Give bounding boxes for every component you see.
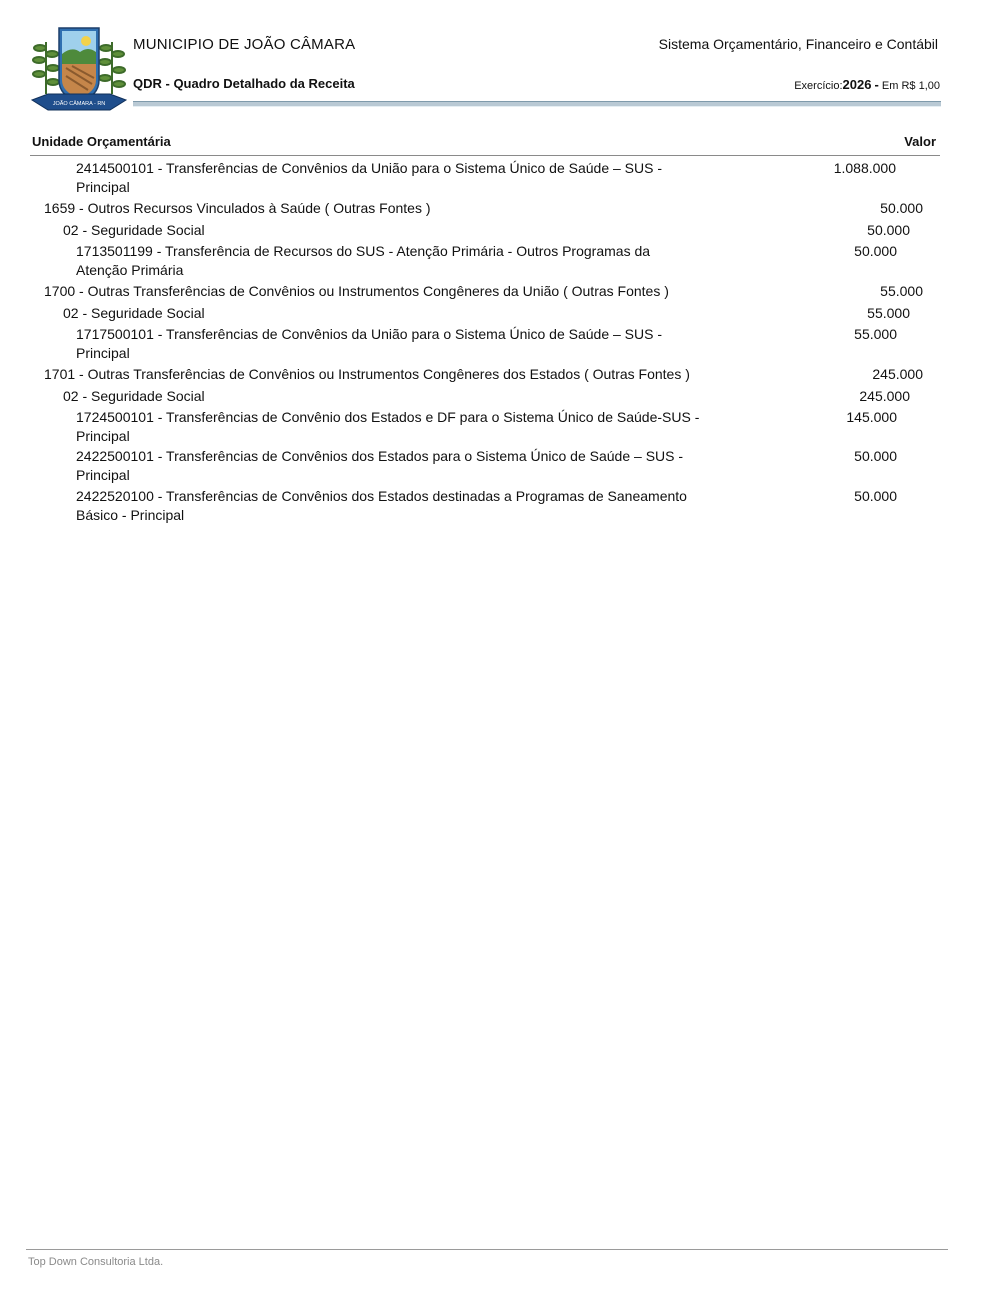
- row-label-continuation: Atenção Primária: [76, 262, 184, 278]
- row-label-line: 1717500101 - Transferências de Convênios da União para o Sistema Único de Saúde – SUS -: [76, 326, 663, 342]
- row-label: [63, 221, 743, 240]
- row-value: 245.000: [872, 366, 923, 382]
- row-label-line: 2414500101 - Transferências de Convênios da União para o Sistema Único de Saúde – SUS -: [76, 160, 663, 176]
- system-name: Sistema Orçamentário, Financeiro e Contábil: [658, 36, 938, 52]
- row-value: 50.000: [867, 222, 910, 238]
- row-label: [63, 304, 743, 323]
- exercise-info: [794, 77, 940, 92]
- row-label-continuation: Principal: [76, 179, 130, 195]
- exercise-year: 2026: [842, 77, 872, 92]
- row-label: [76, 242, 736, 280]
- row-value: 50.000: [854, 243, 897, 259]
- row-label-line: 02 - Seguridade Social: [63, 305, 205, 321]
- row-label: [44, 365, 744, 384]
- column-header-unit: Unidade Orçamentária: [32, 134, 171, 149]
- column-header-value: Valor: [904, 134, 936, 149]
- row-value: 50.000: [854, 488, 897, 504]
- row-value: 50.000: [854, 448, 897, 464]
- row-value: 245.000: [859, 388, 910, 404]
- crest-banner-text: JOÃO CÂMARA - RN: [52, 101, 106, 107]
- municipality-name: MUNICIPIO DE JOÃO CÂMARA: [133, 36, 356, 53]
- row-label-line: 1659 - Outros Recursos Vinculados à Saúde ( Outras Fontes ): [44, 200, 431, 216]
- row-label: [44, 199, 744, 218]
- row-value: 1.088.000: [833, 160, 896, 176]
- footer-divider: [26, 1249, 948, 1250]
- column-header-divider: [30, 155, 940, 156]
- row-label-continuation: Principal: [76, 345, 130, 361]
- row-label-line: 1701 - Outras Transferências de Convênios ou Instrumentos Congêneres dos Estados ( Outras Fontes ): [44, 366, 690, 382]
- report-title: QDR - Quadro Detalhado da Receita: [133, 76, 355, 91]
- row-label-continuation: Básico - Principal: [76, 507, 185, 523]
- footer-company: Top Down Consultoria Ltda.: [28, 1256, 164, 1268]
- row-value: 55.000: [854, 326, 897, 342]
- row-label: [76, 159, 736, 197]
- row-value: 55.000: [880, 283, 923, 299]
- row-value: 50.000: [880, 200, 923, 216]
- exercise-label: Exercício:: [794, 80, 843, 92]
- exercise-dash: -: [874, 77, 879, 92]
- row-label-line: 02 - Seguridade Social: [63, 388, 205, 404]
- row-label-line: 1700 - Outras Transferências de Convênios ou Instrumentos Congêneres da União ( Outras Fontes ): [44, 283, 669, 299]
- row-label-line: 2422500101 - Transferências de Convênios dos Estados para o Sistema Único de Saúde – SUS -: [76, 448, 684, 464]
- row-label-line: 2422520100 - Transferências de Convênios dos Estados destinadas a Programas de Saneamento: [76, 488, 687, 504]
- header-divider: [133, 101, 941, 107]
- municipal-crest-logo: [28, 24, 130, 116]
- row-label: [76, 408, 736, 446]
- row-label: [76, 447, 736, 485]
- row-label-line: 1713501199 - Transferência de Recursos do SUS - Atenção Primária - Outros Programas da: [76, 243, 651, 259]
- currency-note: Em R$ 1,00: [881, 80, 940, 92]
- row-label-continuation: Principal: [76, 428, 130, 444]
- row-value: 55.000: [867, 305, 910, 321]
- row-label: [76, 487, 736, 525]
- row-label-continuation: Principal: [76, 467, 130, 483]
- row-label: [76, 325, 736, 363]
- row-label: [63, 387, 743, 406]
- row-label-line: 02 - Seguridade Social: [63, 222, 205, 238]
- row-value: 145.000: [846, 409, 897, 425]
- row-label: [44, 282, 744, 301]
- row-label-line: 1724500101 - Transferências de Convênio dos Estados e DF para o Sistema Único de Saúde-SUS -: [76, 409, 700, 425]
